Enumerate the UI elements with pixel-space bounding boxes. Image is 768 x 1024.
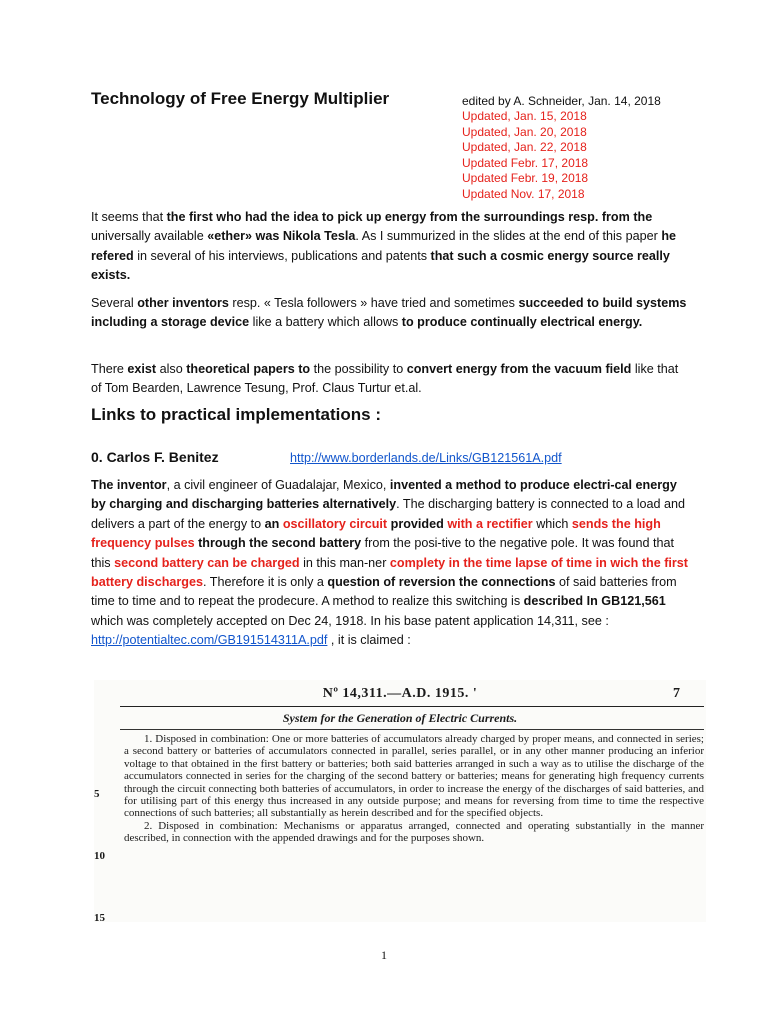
- bold-run: convert energy from the vacuum field: [406, 362, 632, 376]
- bold-run: exist: [127, 362, 157, 376]
- text-run: of said batteries from time to time and to repeat the prodecure. A method to realize this switching is: [91, 575, 677, 609]
- bold-run: through the second battery: [194, 536, 362, 551]
- update-entry: Updated Febr. 17, 2018: [462, 155, 589, 170]
- theory-paragraph: [91, 360, 691, 399]
- potentialtec-link[interactable]: http://potentialtec.com/GB191514311A.pdf: [91, 633, 328, 648]
- patent-number: Nº 14,311.—A.D. 1915. ': [322, 686, 478, 701]
- text-run: like a battery which allows: [249, 315, 402, 330]
- text-run: from the posi-tive to the negative pole. It was found that this: [91, 536, 675, 570]
- patent-claim-2: 2. Disposed in combination: Mechanisms or apparatus arranged, connected and operating substantially in the manner described, in connection with the appended drawings and for the purposes shown.: [124, 819, 704, 845]
- bold-run: that such a cosmic energy source really exists.: [91, 248, 670, 283]
- highlight-run: second battery can be charged: [114, 555, 300, 570]
- text-run: Several: [91, 296, 138, 310]
- patent-excerpt: [94, 680, 706, 922]
- subsection-heading: 0. Carlos F. Benitez: [91, 449, 219, 465]
- patent-subtitle: System for the Generation of Electric Currents.: [282, 711, 518, 725]
- bold-run: theoretical papers to: [186, 362, 311, 376]
- patent-rule: [120, 706, 704, 707]
- patent-rule: [120, 729, 704, 730]
- update-entry: Updated, Jan. 15, 2018: [462, 109, 587, 123]
- highlight-run: oscillatory circuit: [282, 516, 388, 531]
- highlight-run: with a rectifier: [447, 516, 533, 531]
- text-run: . The discharging battery is connected to a load and delivers a part of the energy to: [91, 497, 686, 531]
- update-entry: Updated, Jan. 22, 2018: [462, 140, 587, 155]
- section-heading: Links to practical implementations :: [91, 405, 382, 424]
- patent-header: [94, 684, 706, 704]
- text-run: It seems that: [91, 210, 167, 224]
- inventors-paragraph: [91, 294, 691, 333]
- patent-claims: [124, 733, 704, 845]
- patent-line-number: 15: [94, 912, 105, 924]
- bold-run: an: [264, 516, 283, 531]
- bold-run: question of reversion the connections: [327, 575, 556, 590]
- text-run: like that of Tom Bearden, Lawrence Tesung, Prof. Claus Turtur et.al.: [91, 362, 679, 396]
- intro-paragraph: [91, 208, 691, 286]
- text-run: . As I summurized in the slides at the end of this paper: [355, 229, 662, 244]
- bold-run: «ether» was Nikola Tesla: [207, 229, 356, 244]
- highlight-run: complety in the time lapse of time in wich the first battery discharges: [91, 555, 688, 590]
- patent-line-number: 10: [94, 850, 105, 862]
- text-run: resp. « Tesla followers » have tried and sometimes: [228, 296, 519, 310]
- bold-run: The inventor: [91, 478, 167, 492]
- bold-run: succeeded to build systems including a storage device: [91, 296, 687, 330]
- update-list: [462, 109, 588, 203]
- update-entry: Updated Nov. 17, 2018: [462, 186, 585, 201]
- page-number: 1: [381, 948, 387, 962]
- bold-run: to produce continually electrical energy.: [401, 315, 643, 330]
- update-entry: Updated, Jan. 20, 2018: [462, 124, 587, 139]
- patent-line-number: 5: [94, 788, 100, 800]
- document-title: Technology of Free Energy Multiplier: [91, 89, 390, 108]
- bold-run: invented a method to produce electri-cal energy by charging and discharging batteries alternatively: [91, 478, 677, 512]
- text-run: in several of his interviews, publications and patents: [133, 248, 431, 263]
- text-run: There: [91, 362, 128, 376]
- patent-page-number: 7: [673, 686, 680, 701]
- text-run: , a civil engineer of Guadalajar, Mexico,: [166, 478, 390, 492]
- bold-run: provided: [387, 516, 448, 531]
- editor-credit: edited by A. Schneider, Jan. 14, 2018: [462, 94, 661, 108]
- bold-run: the first who had the idea to pick up energy from the surroundings resp. from the: [166, 210, 653, 224]
- update-entry: Updated Febr. 19, 2018: [462, 171, 589, 186]
- borderlands-link[interactable]: http://www.borderlands.de/Links/GB121561A.pdf: [290, 451, 562, 465]
- text-run: also: [156, 362, 187, 376]
- text-run: which was completely accepted on Dec 24, 1918. In his base patent application 14,311, see :: [91, 613, 609, 628]
- text-run: universally available: [91, 229, 208, 244]
- inventor-paragraph: [91, 476, 691, 651]
- text-run: the possibility to: [310, 362, 407, 376]
- text-run: in this man-ner: [299, 555, 390, 570]
- text-run: , it is claimed :: [327, 633, 411, 648]
- patent-claim-1: 1. Disposed in combination: One or more batteries of accumulators already charged by proper means, and connected in series; a second battery or batteries of accumulators connected in parallel, series parallel, or in any other manner producing an inferior voltage to that obtained in the first battery or batteries; both said batteries arranged in such a way as to utilise the discharge of the accumulators connected in series for the charging of the second battery or batteries; means for generating high frequency currents through the circuit connecting both batteries of accumulators, in order to increase the energy of the discharges of said batteries, and for utilising part of this energy thus increased in any outside purpose; and means for reversing from time to time the respective connections of such batteries; all substantially as herein described and for the specified objects.: [124, 733, 704, 820]
- bold-run: he refered: [91, 229, 677, 263]
- bold-run: described In GB121,561: [523, 594, 666, 609]
- highlight-run: sends the high frequency pulses: [91, 516, 661, 551]
- text-run: . Therefore it is only a: [203, 575, 328, 590]
- bold-run: other inventors: [137, 296, 229, 310]
- text-run: which: [532, 516, 572, 531]
